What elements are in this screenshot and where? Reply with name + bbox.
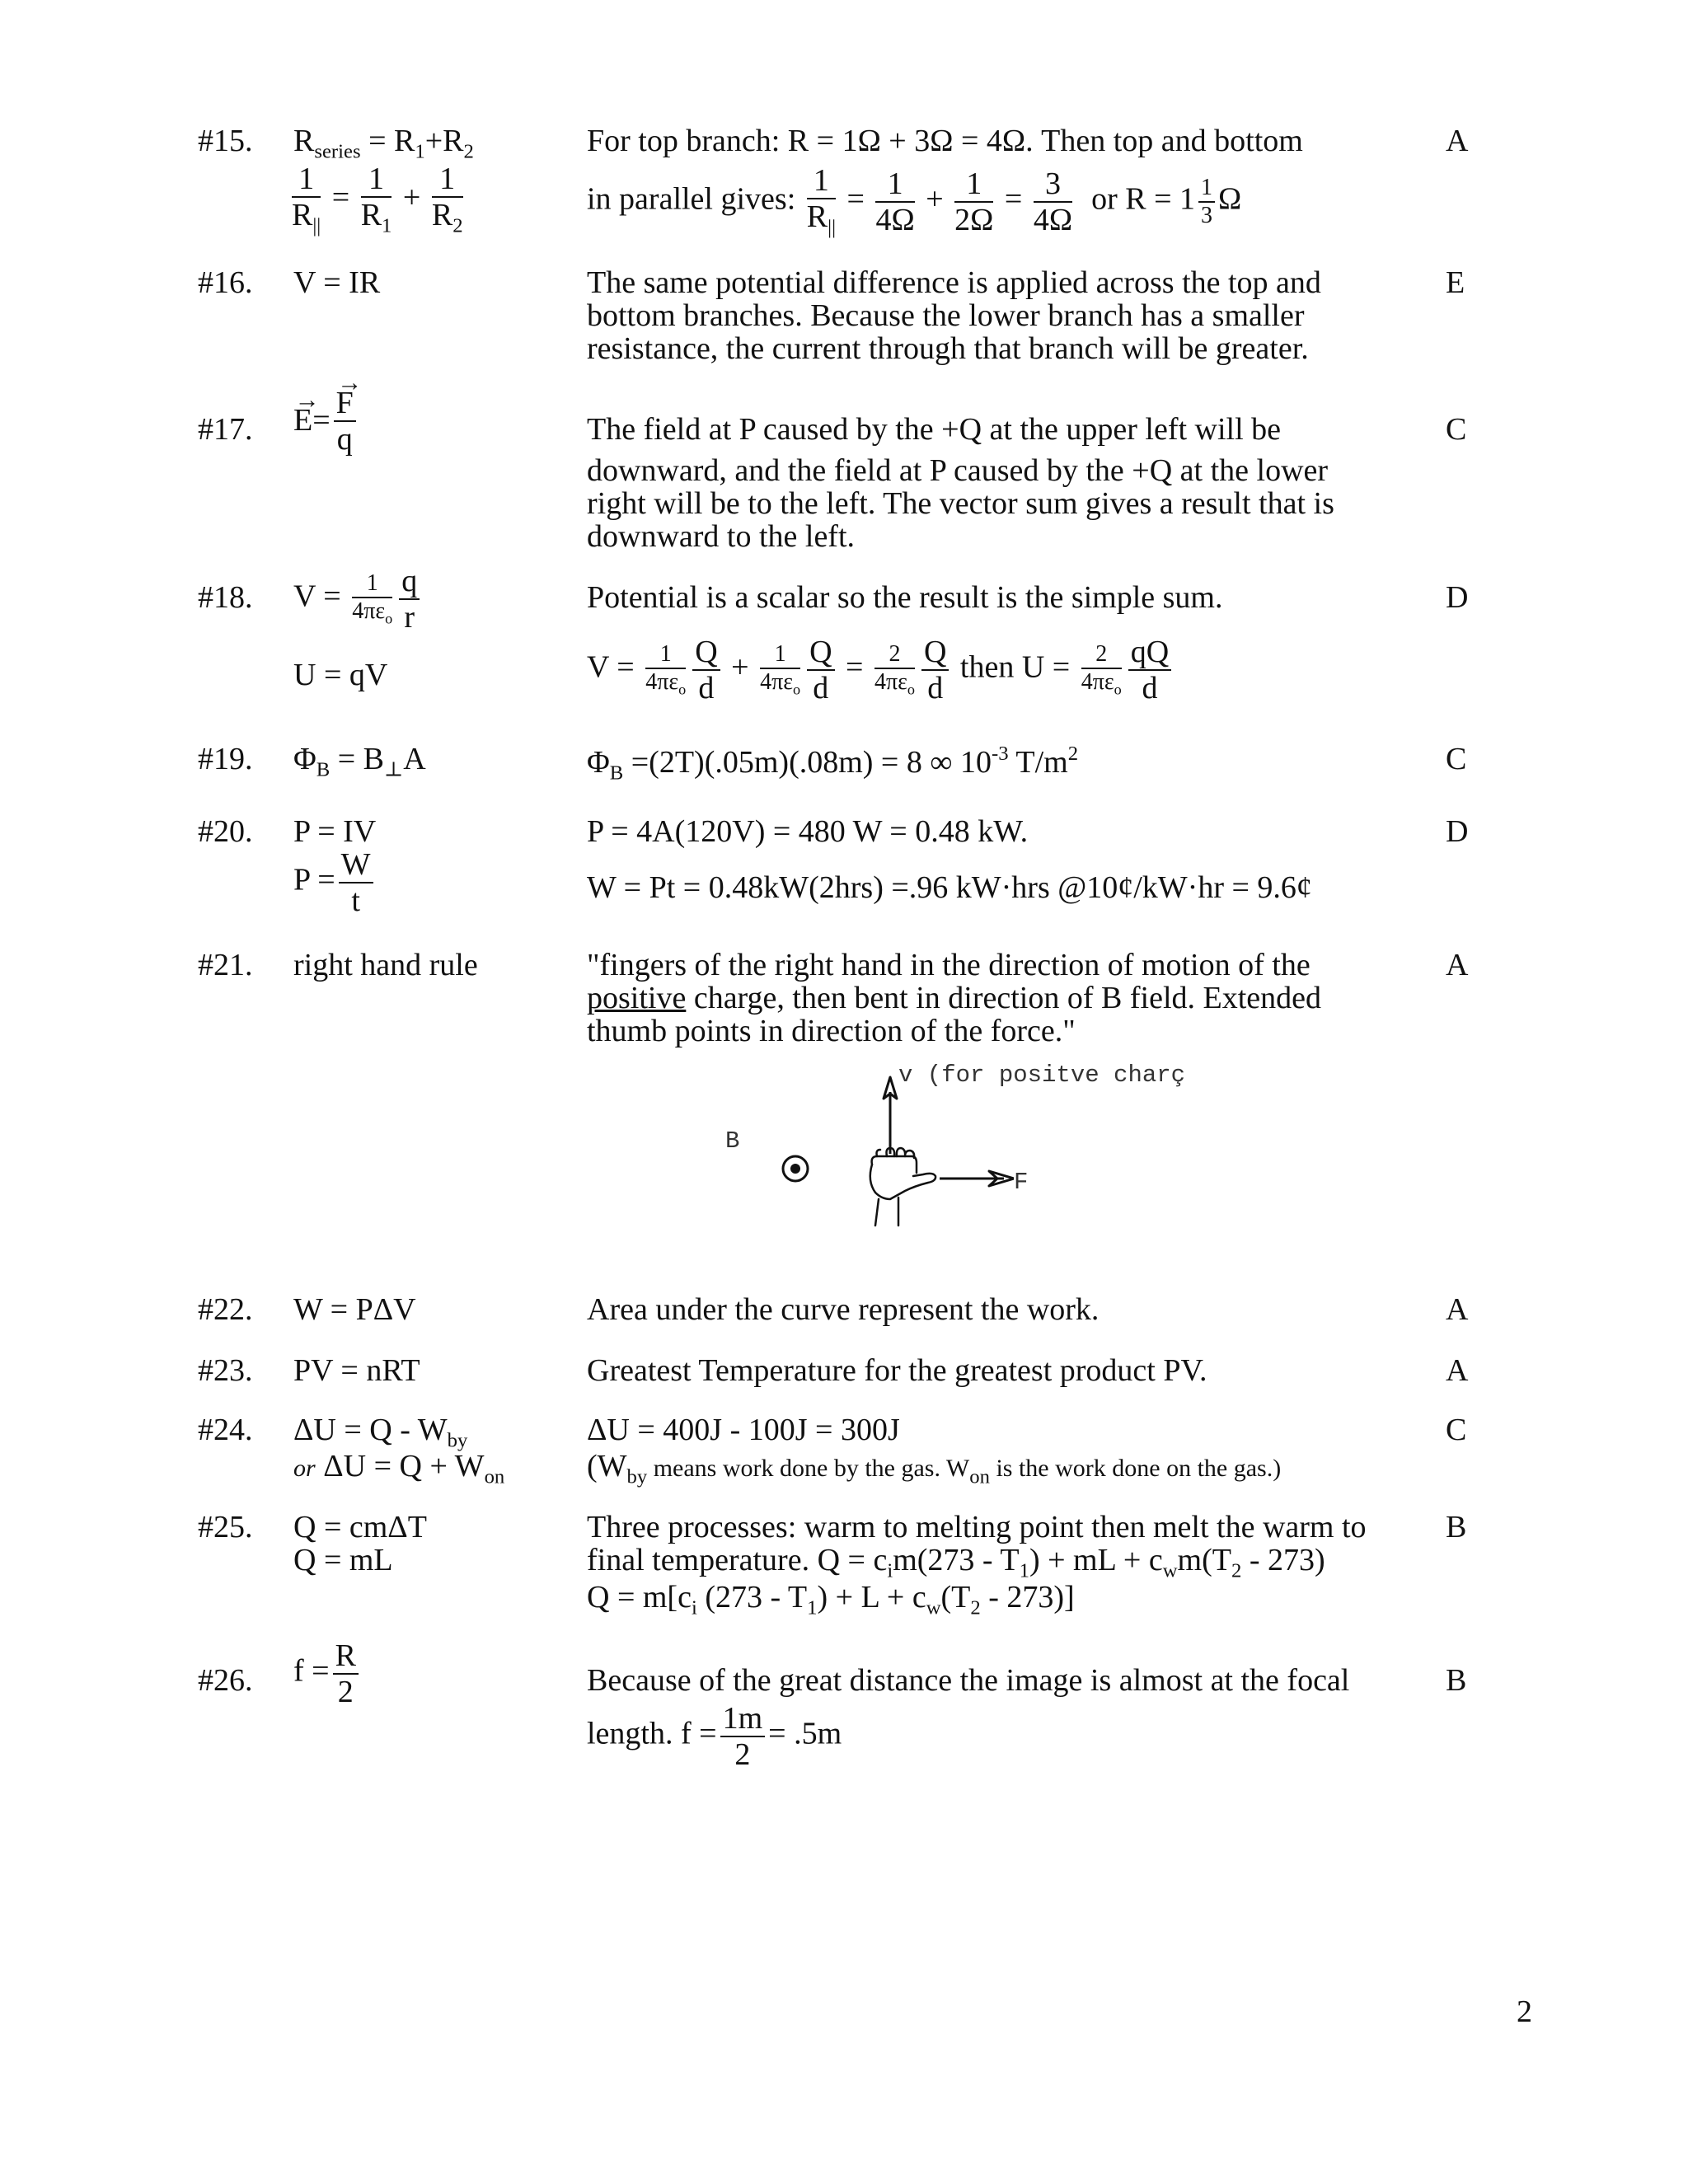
formula-series: $R_{series} = R_1+R_2$ <box>293 124 474 163</box>
formula-field: → E= → $\frac{F}{q}$ <box>293 387 359 455</box>
problem-number: #16. <box>198 265 253 300</box>
velocity-arrow-icon <box>884 1077 897 1154</box>
formula-flux: $\Phi_B = B_\perp A$ <box>293 742 426 781</box>
problem-number: #20. <box>198 814 253 849</box>
problem-number: #17. <box>198 412 253 447</box>
problem-number: #25. <box>198 1510 253 1544</box>
formula: PV = nRT <box>293 1353 420 1388</box>
explanation-equation: V = $\frac{1}{4\pi\varepsilon_o}$ $\frac{Q}{d}$ + $\frac{1}{4\pi\varepsilon_o}$ $\frac{Q}{d}$ = $\frac{2}{4\pi\varepsilon_o}$ $\frac{Q}{d}$ then U = $\frac{2}{4\pi\varepsilon_o}$ $\frac{qQ}{d}$ <box>587 636 1175 704</box>
formula-first-law: $\Delta U = Q - W_{by}$ <box>293 1413 468 1452</box>
explanation-equation: length. f = $\frac{1m}{2}$ = .5m <box>587 1701 842 1772</box>
velocity-label: v (for positve charç <box>898 1063 1186 1089</box>
formula-power-work: P = $\frac{W}{t}$ <box>293 849 377 916</box>
answer-letter: C <box>1446 1413 1467 1447</box>
problem-number: #26. <box>198 1663 253 1698</box>
formula: Q = cmΔT Q = mL <box>293 1510 427 1577</box>
problem-number: #15. <box>198 124 253 158</box>
answer-letter: D <box>1446 580 1469 615</box>
right-hand-rule-diagram <box>767 1067 1014 1232</box>
formula: V = IR <box>293 265 381 300</box>
explanation-line: W = Pt = 0.48kW(2hrs) =.96 kW·hrs @10¢/kW·hr = 9.6¢ <box>587 870 1312 905</box>
formula-focal: f = $\frac{R}{2}$ <box>293 1640 362 1708</box>
explanation: Three processes: warm to melting point then melt the warm to final temperature. $Q = c_im(273 - T_1)$ + mL + $c_wm(T_2 - 273)$ $Q = m[c_i$ $(273 - T_1) + L + c_w(T_2 - 273)$] <box>587 1510 1367 1620</box>
formula: right hand rule <box>293 948 478 982</box>
explanation-flux: $\Phi_B =(2T)(.05m)(.08m) = 8$ ∞ $10^{-3}$ $T/m^2$ <box>587 743 1079 785</box>
answer-letter: A <box>1446 124 1469 158</box>
b-field-label: B <box>725 1127 740 1155</box>
page-number: 2 <box>1517 1994 1532 2029</box>
answer-letter: A <box>1446 948 1469 982</box>
answer-letter: A <box>1446 1353 1469 1388</box>
force-label: F <box>1014 1169 1029 1196</box>
explanation-line: For top branch: R = 1Ω + 3Ω = 4Ω. Then top and bottom <box>587 124 1303 158</box>
answer-letter: C <box>1446 412 1467 447</box>
answer-letter: C <box>1446 742 1467 776</box>
explanation: The same potential difference is applied across the top and bottom branches. Because the lower branch has a smaller resistance, the current through that branch will be greater. <box>587 265 1321 366</box>
problem-number: #19. <box>198 742 253 776</box>
explanation-note: ($W_{by}$ means work done by the gas. $W_{on}$ is the work done on the gas.) <box>587 1449 1282 1488</box>
formula-first-law-alt: or $\Delta U = Q + W_{on}$ <box>293 1449 505 1488</box>
b-field-out-icon <box>783 1156 808 1181</box>
answer-letter: A <box>1446 1292 1469 1327</box>
explanation-line: ΔU = 400J - 100J = 300J <box>587 1413 900 1447</box>
problem-number: #22. <box>198 1292 253 1327</box>
formula-parallel: $\frac{1}{R_{||}}$ = $\frac{1}{R_1}$ + $\frac{1}{R_2}$ <box>292 162 463 237</box>
answer-letter: D <box>1446 814 1469 849</box>
problem-number: #24. <box>198 1413 253 1447</box>
hand-icon <box>870 1148 935 1226</box>
explanation: The field at P caused by the +Q at the upper left will be downward, and the field at P caused by the +Q at the lower right will be to the left. The vector sum gives a result that is downward to the left. <box>587 412 1334 554</box>
explanation-line: P = 4A(120V) = 480 W = 0.48 kW. <box>587 814 1029 849</box>
explanation-line: Potential is a scalar so the result is the simple sum. <box>587 580 1223 615</box>
problem-number: #23. <box>198 1353 253 1388</box>
answer-letter: E <box>1446 265 1465 300</box>
explanation-equation: in parallel gives: $\frac{1}{R_{||}}$ = $\frac{1}{4\Omega}$ + $\frac{1}{2\Omega}$ = $\frac{3}{4\Omega}$ or R = 1 $\frac{1}{3}$ Ω <box>587 163 1242 239</box>
formula: W = PΔV <box>293 1292 416 1327</box>
formula-energy: U = qV <box>293 658 388 692</box>
formula-power: P = IV <box>293 814 377 849</box>
explanation-line: Because of the great distance the image is almost at the focal <box>587 1663 1350 1698</box>
problem-number: #18. <box>198 580 253 615</box>
explanation: Greatest Temperature for the greatest product PV. <box>587 1353 1207 1388</box>
problem-number: #21. <box>198 948 253 982</box>
explanation: "fingers of the right hand in the direction of motion of the positive charge, then bent in direction of B field. Extended thumb points in direction of the force." <box>587 948 1321 1048</box>
explanation: Area under the curve represent the work. <box>587 1292 1100 1327</box>
answer-letter: B <box>1446 1510 1467 1544</box>
answer-letter: B <box>1446 1663 1467 1698</box>
force-arrow-icon <box>940 1171 1014 1186</box>
formula-potential: V = $\frac{1}{4\pi\varepsilon_o}$ $\frac{q}{r}$ <box>293 565 423 633</box>
